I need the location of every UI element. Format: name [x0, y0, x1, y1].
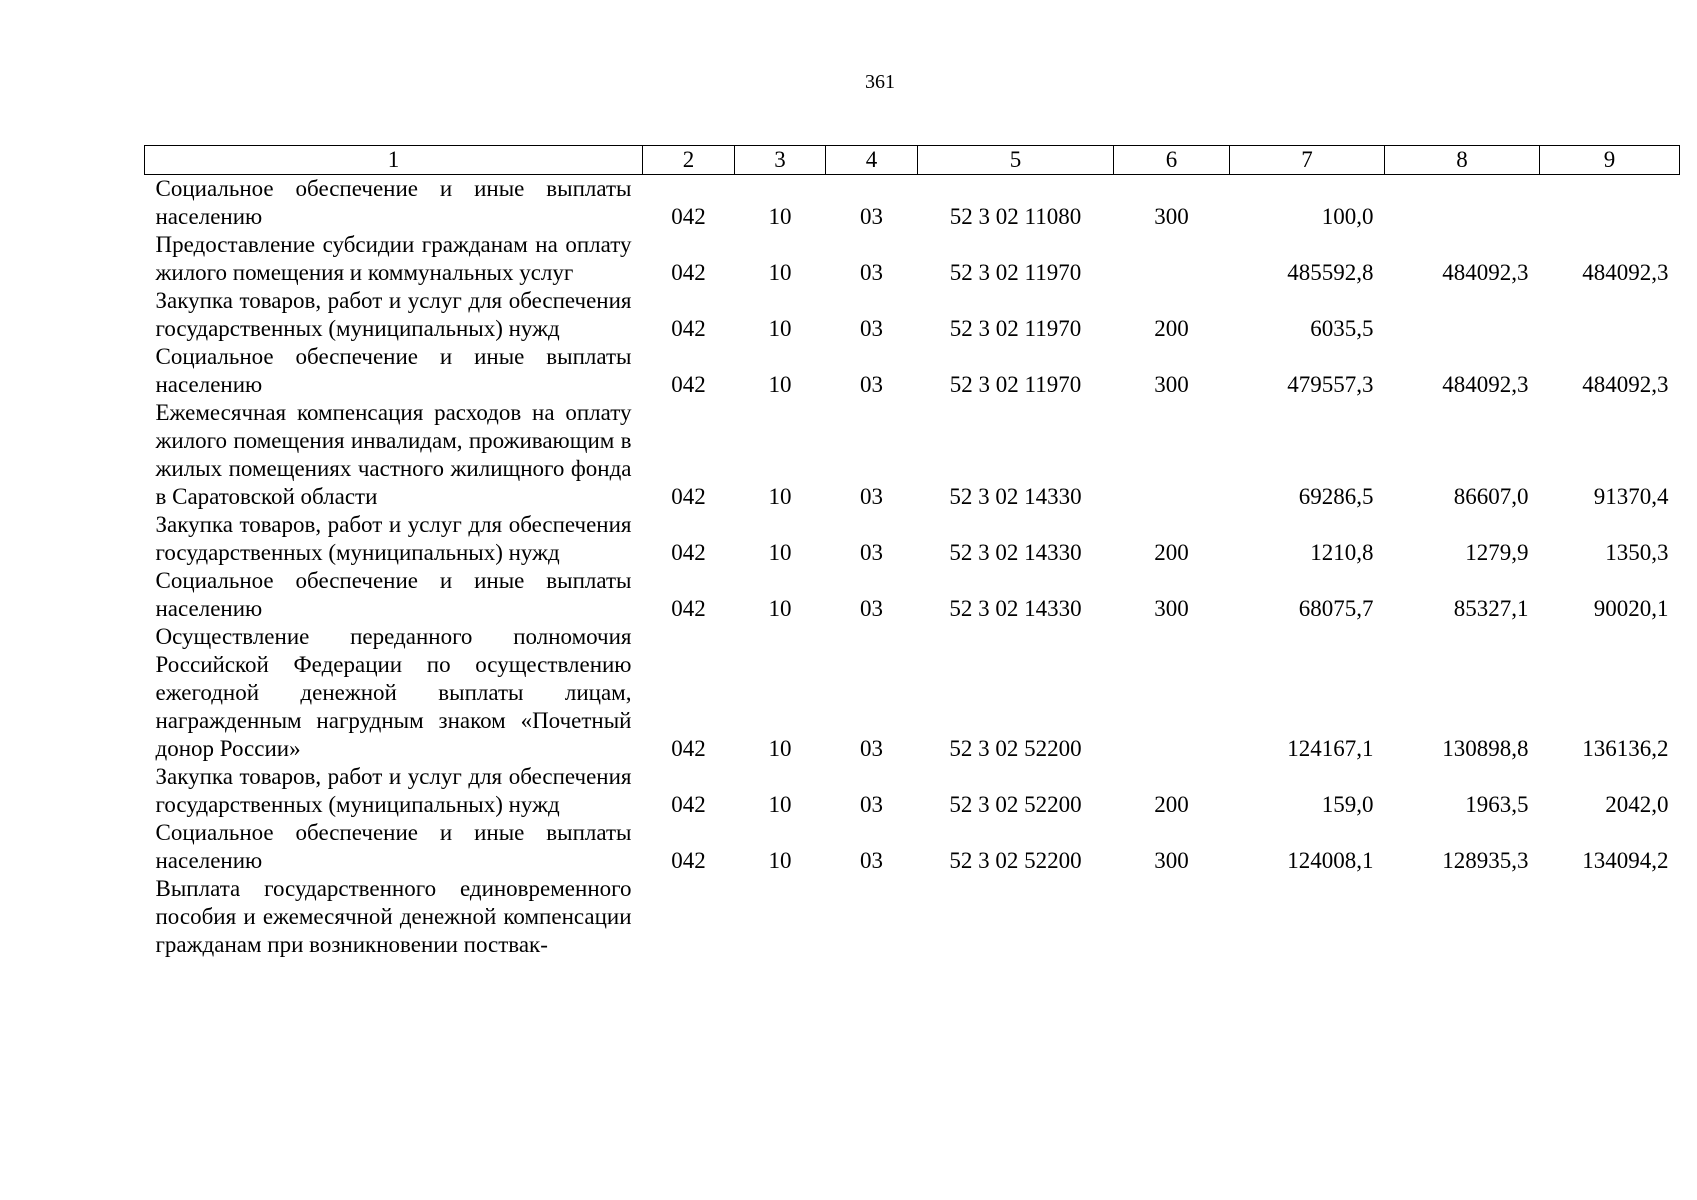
subsection-cell: 03 — [860, 596, 883, 621]
amount-col7-cell: 124167,1 — [1287, 736, 1374, 761]
target-article-cell: 52 3 02 14330 — [949, 484, 1082, 509]
target-article-cell — [918, 875, 1114, 959]
page-number: 361 — [865, 71, 895, 93]
amount-col9-cell: 1350,3 — [1605, 540, 1669, 565]
section-cell — [735, 875, 826, 959]
table-row — [145, 175, 1680, 232]
table-row — [145, 819, 1680, 875]
expense-type-cell — [1114, 399, 1230, 511]
column-header-7: 7 — [1230, 146, 1385, 175]
amount-col7-cell: 124008,1 — [1287, 848, 1374, 873]
amount-col9-cell — [1540, 875, 1680, 959]
budget-table — [144, 145, 1680, 959]
amount-col7-cell — [1230, 875, 1385, 959]
table-body — [145, 175, 1680, 960]
row-name-cell: Предоставление субсидии гражданам на оплату жилого помещения и коммунальных услуг — [155, 232, 632, 285]
table-row — [145, 511, 1680, 567]
table-row — [145, 763, 1680, 819]
column-header-6: 6 — [1114, 146, 1230, 175]
row-name-cell: Закупка товаров, работ и услуг для обеспечения государственных (муниципальных) нужд — [155, 512, 632, 565]
target-article-cell: 52 3 02 11080 — [949, 204, 1082, 229]
amount-col9-cell: 484092,3 — [1582, 372, 1669, 397]
row-name-cell: Ежемесячная компенсация расходов на оплату жилого помещения инвалидам, проживающим в жилых помещениях частного жилищного фонда в Саратовской области — [155, 400, 632, 509]
grbs-cell: 042 — [671, 204, 706, 229]
table-header — [145, 146, 1680, 175]
target-article-cell: 52 3 02 52200 — [949, 736, 1082, 761]
grbs-cell: 042 — [671, 792, 706, 817]
column-header-4: 4 — [826, 146, 918, 175]
table-row — [145, 567, 1680, 623]
section-cell: 10 — [768, 260, 792, 285]
expense-type-cell: 300 — [1154, 372, 1189, 397]
amount-col7-cell: 69286,5 — [1298, 484, 1374, 509]
grbs-cell — [643, 875, 735, 959]
subsection-cell: 03 — [860, 204, 883, 229]
table-row — [145, 875, 1680, 959]
amount-col9-cell — [1540, 175, 1680, 232]
subsection-cell: 03 — [860, 792, 883, 817]
row-name-cell: Социальное обеспечение и иные выплаты населению — [155, 176, 632, 229]
table-row — [145, 399, 1680, 511]
table-row — [145, 231, 1680, 287]
grbs-cell: 042 — [671, 316, 706, 341]
target-article-cell: 52 3 02 52200 — [949, 848, 1082, 873]
amount-col8-cell: 86607,0 — [1453, 484, 1529, 509]
row-name-cell: Социальное обеспечение и иные выплаты населению — [155, 344, 632, 397]
subsection-cell: 03 — [860, 484, 883, 509]
amount-col9-cell: 134094,2 — [1582, 848, 1669, 873]
target-article-cell: 52 3 02 11970 — [949, 372, 1082, 397]
amount-col8-cell: 484092,3 — [1442, 260, 1529, 285]
grbs-cell: 042 — [671, 540, 706, 565]
table-row — [145, 343, 1680, 399]
section-cell: 10 — [768, 792, 792, 817]
target-article-cell: 52 3 02 11970 — [949, 316, 1082, 341]
subsection-cell — [826, 875, 918, 959]
column-header-1: 1 — [145, 146, 643, 175]
amount-col9-cell: 2042,0 — [1605, 792, 1669, 817]
amount-col8-cell: 85327,1 — [1453, 596, 1529, 621]
grbs-cell: 042 — [671, 372, 706, 397]
section-cell: 10 — [768, 848, 792, 873]
grbs-cell: 042 — [671, 736, 706, 761]
target-article-cell: 52 3 02 52200 — [949, 792, 1082, 817]
subsection-cell: 03 — [860, 540, 883, 565]
amount-col9-cell: 91370,4 — [1593, 484, 1669, 509]
expense-type-cell — [1114, 875, 1230, 959]
amount-col8-cell — [1385, 875, 1540, 959]
amount-col8-cell: 1963,5 — [1465, 792, 1529, 817]
expense-type-cell: 300 — [1154, 848, 1189, 873]
target-article-cell: 52 3 02 14330 — [949, 596, 1082, 621]
subsection-cell: 03 — [860, 372, 883, 397]
expense-type-cell — [1114, 623, 1230, 763]
grbs-cell: 042 — [671, 484, 706, 509]
target-article-cell: 52 3 02 14330 — [949, 540, 1082, 565]
amount-col7-cell: 6035,5 — [1310, 316, 1374, 341]
section-cell: 10 — [768, 372, 792, 397]
expense-type-cell — [1114, 231, 1230, 287]
column-header-9: 9 — [1540, 146, 1680, 175]
amount-col7-cell: 1210,8 — [1310, 540, 1374, 565]
table-row — [145, 287, 1680, 343]
target-article-cell: 52 3 02 11970 — [949, 260, 1082, 285]
section-cell: 10 — [768, 316, 792, 341]
expense-type-cell: 200 — [1154, 316, 1189, 341]
grbs-cell: 042 — [671, 596, 706, 621]
row-name-cell: Осуществление переданного полномочия Российской Федерации по осуществлению ежегодной денежной выплаты лицам, награжденным нагрудным знаком «Почетный донор России» — [155, 624, 632, 761]
subsection-cell: 03 — [860, 316, 883, 341]
expense-type-cell: 300 — [1154, 596, 1189, 621]
column-header-3: 3 — [735, 146, 826, 175]
section-cell: 10 — [768, 204, 792, 229]
row-name-cell: Закупка товаров, работ и услуг для обеспечения государственных (муниципальных) нужд — [155, 764, 632, 817]
expense-type-cell: 200 — [1154, 540, 1189, 565]
column-header-2: 2 — [643, 146, 735, 175]
section-cell: 10 — [768, 540, 792, 565]
amount-col9-cell — [1540, 287, 1680, 343]
subsection-cell: 03 — [860, 736, 883, 761]
subsection-cell: 03 — [860, 260, 883, 285]
amount-col7-cell: 159,0 — [1321, 792, 1374, 817]
section-cell: 10 — [768, 736, 792, 761]
row-name-cell: Выплата государственного единовременного пособия и ежемесячной денежной компенсации гражданам при возникновении поствак- — [155, 876, 632, 957]
column-header-5: 5 — [918, 146, 1114, 175]
expense-type-cell: 300 — [1154, 204, 1189, 229]
amount-col9-cell: 136136,2 — [1582, 736, 1669, 761]
amount-col8-cell: 128935,3 — [1442, 848, 1529, 873]
amount-col8-cell: 1279,9 — [1465, 540, 1529, 565]
amount-col7-cell: 68075,7 — [1298, 596, 1374, 621]
amount-col9-cell: 90020,1 — [1593, 596, 1669, 621]
column-header-8: 8 — [1385, 146, 1540, 175]
amount-col8-cell: 484092,3 — [1442, 372, 1529, 397]
grbs-cell: 042 — [671, 260, 706, 285]
row-name-cell: Социальное обеспечение и иные выплаты населению — [155, 820, 632, 873]
header-row — [145, 146, 1680, 175]
expense-type-cell: 200 — [1154, 792, 1189, 817]
amount-col8-cell — [1385, 287, 1540, 343]
row-name-cell: Закупка товаров, работ и услуг для обеспечения государственных (муниципальных) нужд — [155, 288, 632, 341]
table-row — [145, 623, 1680, 763]
subsection-cell: 03 — [860, 848, 883, 873]
amount-col8-cell — [1385, 175, 1540, 232]
amount-col7-cell: 485592,8 — [1287, 260, 1374, 285]
amount-col7-cell: 479557,3 — [1287, 372, 1374, 397]
grbs-cell: 042 — [671, 848, 706, 873]
amount-col7-cell: 100,0 — [1321, 204, 1374, 229]
row-name-cell: Социальное обеспечение и иные выплаты населению — [155, 568, 632, 621]
section-cell: 10 — [768, 484, 792, 509]
section-cell: 10 — [768, 596, 792, 621]
amount-col9-cell: 484092,3 — [1582, 260, 1669, 285]
amount-col8-cell: 130898,8 — [1442, 736, 1529, 761]
